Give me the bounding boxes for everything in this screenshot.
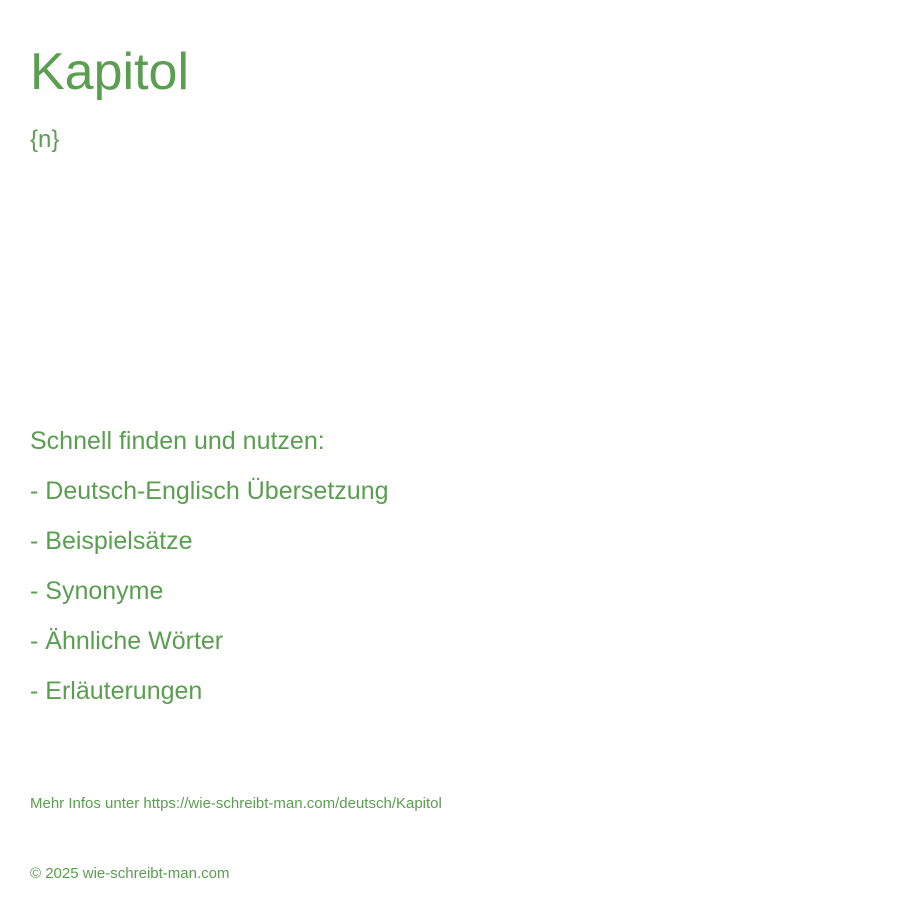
feature-item-synonyms: - Synonyme: [30, 577, 164, 605]
word-title: Kapitol: [30, 43, 189, 101]
features-heading: Schnell finden und nutzen:: [30, 427, 325, 455]
feature-item-similar-words: - Ähnliche Wörter: [30, 627, 224, 655]
features-section: [30, 424, 389, 724]
features-list: [30, 474, 389, 708]
feature-item-explanations: - Erläuterungen: [30, 677, 203, 705]
word-gender: {n}: [30, 126, 60, 153]
feature-item-translation: - Deutsch-Englisch Übersetzung: [30, 477, 389, 505]
feature-item-example-sentences: - Beispielsätze: [30, 527, 193, 555]
more-info-text: Mehr Infos unter https://wie-schreibt-man.com/deutsch/Kapitol: [30, 795, 442, 812]
copyright-text: © 2025 wie-schreibt-man.com: [30, 865, 230, 882]
